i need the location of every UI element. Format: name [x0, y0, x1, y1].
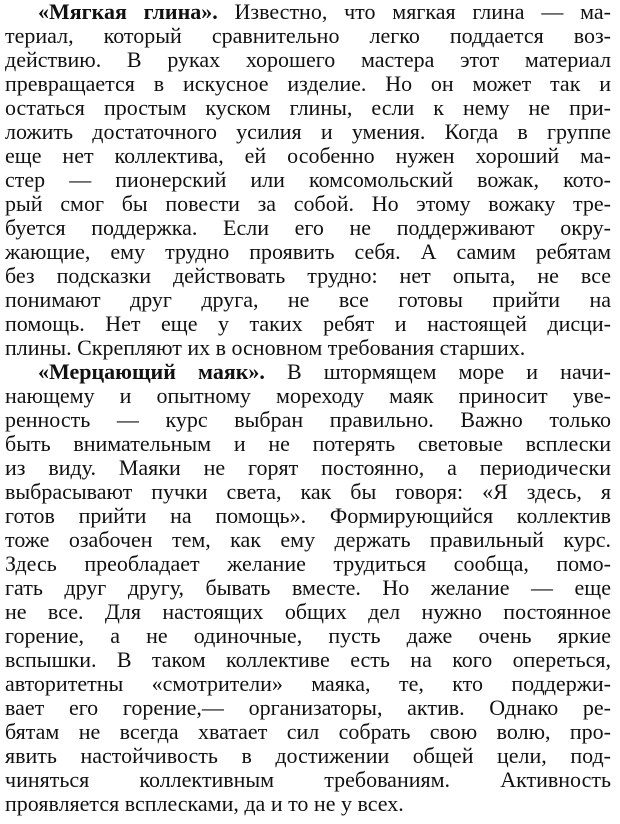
text-line: не все. Для настоящих общих дел нужно постоянное: [5, 600, 611, 624]
text-line: гать друг другу, бывать вместе. Но желание — еще: [5, 576, 611, 600]
text-line: еще нет коллектива, ей особенно нужен хороший ма-: [5, 144, 611, 168]
text-line: из виду. Маяки не горят постоянно, а периодически: [5, 456, 611, 480]
text-line: чиняться коллективным требованиям. Активность: [5, 768, 611, 792]
text-line: помощь. Нет еще у таких ребят и настоящей дисци-: [5, 312, 611, 336]
text-line: вает его горение,— организаторы, актив. Однако ре-: [5, 696, 611, 720]
text-line: превращается в искусное изделие. Но он может так и: [5, 72, 611, 96]
text-line: явить настойчивость в достижении общей цели, под-: [5, 744, 611, 768]
text-line: остаться простым куском глины, если к нему не при-: [5, 96, 611, 120]
text-line: горение, а не одиночные, пусть даже очень яркие: [5, 624, 611, 648]
text-line: готов прийти на помощь». Формирующийся коллектив: [5, 504, 611, 528]
text-line: без подсказки действовать трудно: нет опыта, не все: [5, 264, 611, 288]
section-heading: «Мягкая глина».: [38, 0, 218, 24]
text-line: буется поддержка. Если его не поддерживают окру-: [5, 216, 611, 240]
text-line: териал, который сравнительно легко поддается воз-: [5, 24, 611, 48]
text-line: Здесь преобладает желание трудиться сообща, помо-: [5, 552, 611, 576]
text-line: действию. В руках хорошего мастера этот материал: [5, 48, 611, 72]
text-line: понимают друг друга, не все готовы прийти на: [5, 288, 611, 312]
text-line: плины. Скрепляют их в основном требования старших.: [5, 336, 526, 360]
text-line: авторитетны «смотрители» маяка, те, кто поддержи-: [5, 672, 611, 696]
text-line: быть внимательным и не потерять световые всплески: [5, 432, 611, 456]
text-line: жающие, ему трудно проявить себя. А самим ребятам: [5, 240, 611, 264]
text-line: ренность — курс выбран правильно. Важно только: [5, 408, 611, 432]
paragraph-first-line: [38, 0, 611, 24]
section-heading: «Мерцающий маяк».: [38, 360, 265, 384]
text-line: вспышки. В таком коллективе есть на кого опереться,: [5, 648, 611, 672]
text-line: стер — пионерский или комсомольский вожак, кото-: [5, 168, 611, 192]
paragraph-text: В штормящем море и начи-: [287, 360, 611, 384]
text-line: выбрасывают пучки света, как бы говоря: «Я здесь, я: [5, 480, 611, 504]
text-line: нающему и опытному мореходу маяк приносит уве-: [5, 384, 611, 408]
text-line: тоже озабочен тем, как ему держать правильный курс.: [5, 528, 611, 552]
text-line: ложить достаточного усилия и умения. Когда в группе: [5, 120, 611, 144]
paragraph-text: Известно, что мягкая глина — ма-: [234, 0, 611, 24]
paragraph-first-line: [38, 360, 611, 384]
text-line: проявляется всплесками, да и то не у всех.: [5, 792, 404, 816]
text-line: рый смог бы повести за собой. Но этому вожаку тре-: [5, 192, 611, 216]
text-line: бятам не всегда хватает сил собрать свою волю, про-: [5, 720, 611, 744]
